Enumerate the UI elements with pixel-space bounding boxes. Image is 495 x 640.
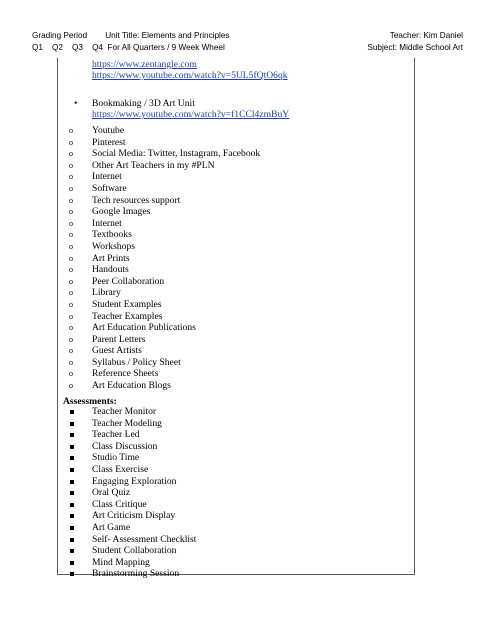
resource-label: Art Prints	[92, 252, 130, 264]
circle-bullet-icon: o	[69, 160, 73, 170]
assessment-label: Art Game	[92, 521, 131, 533]
resource-label: Google Images	[92, 206, 151, 218]
square-bullet-icon	[70, 514, 74, 518]
circle-bullet-icon: o	[69, 334, 73, 344]
assessment-label: Teacher Monitor	[92, 406, 157, 417]
circle-bullet-icon: o	[69, 346, 73, 356]
header-left	[32, 30, 230, 54]
resource-label: Handouts	[92, 264, 129, 276]
zentangle-link[interactable]: https://www.zentangle.com	[92, 59, 197, 70]
resource-label: Social Media: Twitter, Instagram, Facebook	[92, 148, 261, 160]
circle-bullet-icon: o	[69, 288, 73, 298]
square-bullet-icon	[70, 572, 74, 576]
square-bullet-icon	[70, 503, 74, 507]
header-subject: Subject: Middle School Art	[367, 43, 463, 52]
square-bullet-icon	[70, 410, 74, 414]
circle-bullet-icon: o	[69, 126, 73, 135]
circle-bullet-icon: o	[69, 183, 73, 193]
assessment-label: Student Collaboration	[92, 545, 177, 557]
circle-bullet-icon: o	[69, 149, 73, 159]
resource-label: Internet	[92, 217, 122, 229]
circle-bullet-icon: o	[69, 357, 73, 367]
resource-label: Pinterest	[92, 136, 126, 148]
square-bullet-icon	[70, 526, 74, 530]
circle-bullet-icon: o	[69, 323, 73, 333]
resource-label: Syllabus / Policy Sheet	[92, 356, 181, 368]
content-box	[57, 58, 415, 580]
assessment-label: Studio Time	[92, 452, 140, 464]
circle-bullet-icon: o	[69, 137, 73, 147]
resource-label: Workshops	[92, 240, 135, 252]
assessment-label: Teacher Modeling	[92, 417, 162, 429]
circle-bullet-icon: o	[69, 241, 73, 251]
circle-bullet-icon: o	[69, 369, 73, 379]
circle-bullet-icon: o	[69, 381, 73, 391]
top-links	[92, 59, 288, 81]
bookmaking-link[interactable]: https://www.youtube.com/watch?v=f1CCl4zmBuY	[92, 109, 290, 120]
square-bullet-icon	[70, 549, 74, 553]
resource-label: Guest Artists	[92, 345, 142, 357]
resource-label: Software	[92, 182, 127, 194]
square-bullet-icon	[70, 491, 74, 495]
assessment-label: Self- Assessment Checklist	[92, 533, 197, 545]
assessment-label: Engaging Exploration	[92, 475, 177, 487]
bullet-dot-icon: •	[74, 98, 78, 109]
resource-label: Internet	[92, 171, 122, 183]
resource-label: Library	[92, 287, 121, 299]
square-bullet-icon	[70, 456, 74, 460]
assessments-heading: Assessments:	[63, 396, 117, 407]
square-bullet-icon	[70, 538, 74, 542]
assessment-label: Oral Quiz	[92, 487, 131, 499]
square-bullet-icon	[70, 445, 74, 449]
circle-bullet-icon: o	[69, 276, 73, 286]
resource-label: Youtube	[92, 125, 125, 136]
resource-label: Art Education Publications	[92, 322, 196, 334]
assessment-label: Class Exercise	[92, 463, 149, 475]
resource-label: Textbooks	[92, 229, 132, 241]
circle-bullet-icon: o	[69, 311, 73, 321]
assessment-label: Art Criticism Display	[92, 510, 176, 522]
resource-label: Art Education Blogs	[92, 380, 171, 392]
youtube-link-1[interactable]: https://www.youtube.com/watch?v=5UL5fQtO6qk	[92, 70, 288, 81]
circle-bullet-icon: o	[69, 299, 73, 309]
page-header	[32, 30, 463, 56]
circle-bullet-icon: o	[69, 172, 73, 182]
square-bullet-icon	[70, 561, 74, 565]
square-bullet-icon	[70, 433, 74, 437]
circle-bullet-icon: o	[69, 253, 73, 263]
square-bullet-icon	[70, 422, 74, 426]
assessment-label: Mind Mapping	[92, 556, 150, 568]
assessment-label: Class Critique	[92, 498, 147, 510]
resource-label: Reference Sheets	[92, 368, 159, 380]
resource-label: Student Examples	[92, 298, 162, 310]
resource-label: Other Art Teachers in my #PLN	[92, 159, 215, 171]
bookmaking-title: Bookmaking / 3D Art Unit	[92, 98, 195, 109]
assessment-label: Class Discussion	[92, 440, 158, 452]
circle-bullet-icon: o	[69, 195, 73, 205]
resource-label: Teacher Examples	[92, 310, 163, 322]
circle-bullet-icon: o	[69, 230, 73, 240]
header-grading-unit: Grading Period Unit Title: Elements and Principles	[32, 31, 230, 40]
circle-bullet-icon: o	[69, 265, 73, 275]
header-teacher: Teacher: Kim Daniel	[389, 31, 463, 40]
square-bullet-icon	[70, 468, 74, 472]
header-right	[367, 30, 463, 54]
resource-label: Peer Collaboration	[92, 275, 165, 287]
assessment-label: Teacher Led	[92, 429, 140, 441]
circle-bullet-icon: o	[69, 218, 73, 228]
circle-bullet-icon: o	[69, 207, 73, 217]
resource-label: Parent Letters	[92, 333, 146, 345]
resource-label: Tech resources support	[92, 194, 181, 206]
header-quarters: Q1 Q2 Q3 Q4 For All Quarters / 9 Week Wheel	[32, 43, 225, 52]
assessment-label: Brainstorming Session	[92, 568, 180, 580]
square-bullet-icon	[70, 480, 74, 484]
